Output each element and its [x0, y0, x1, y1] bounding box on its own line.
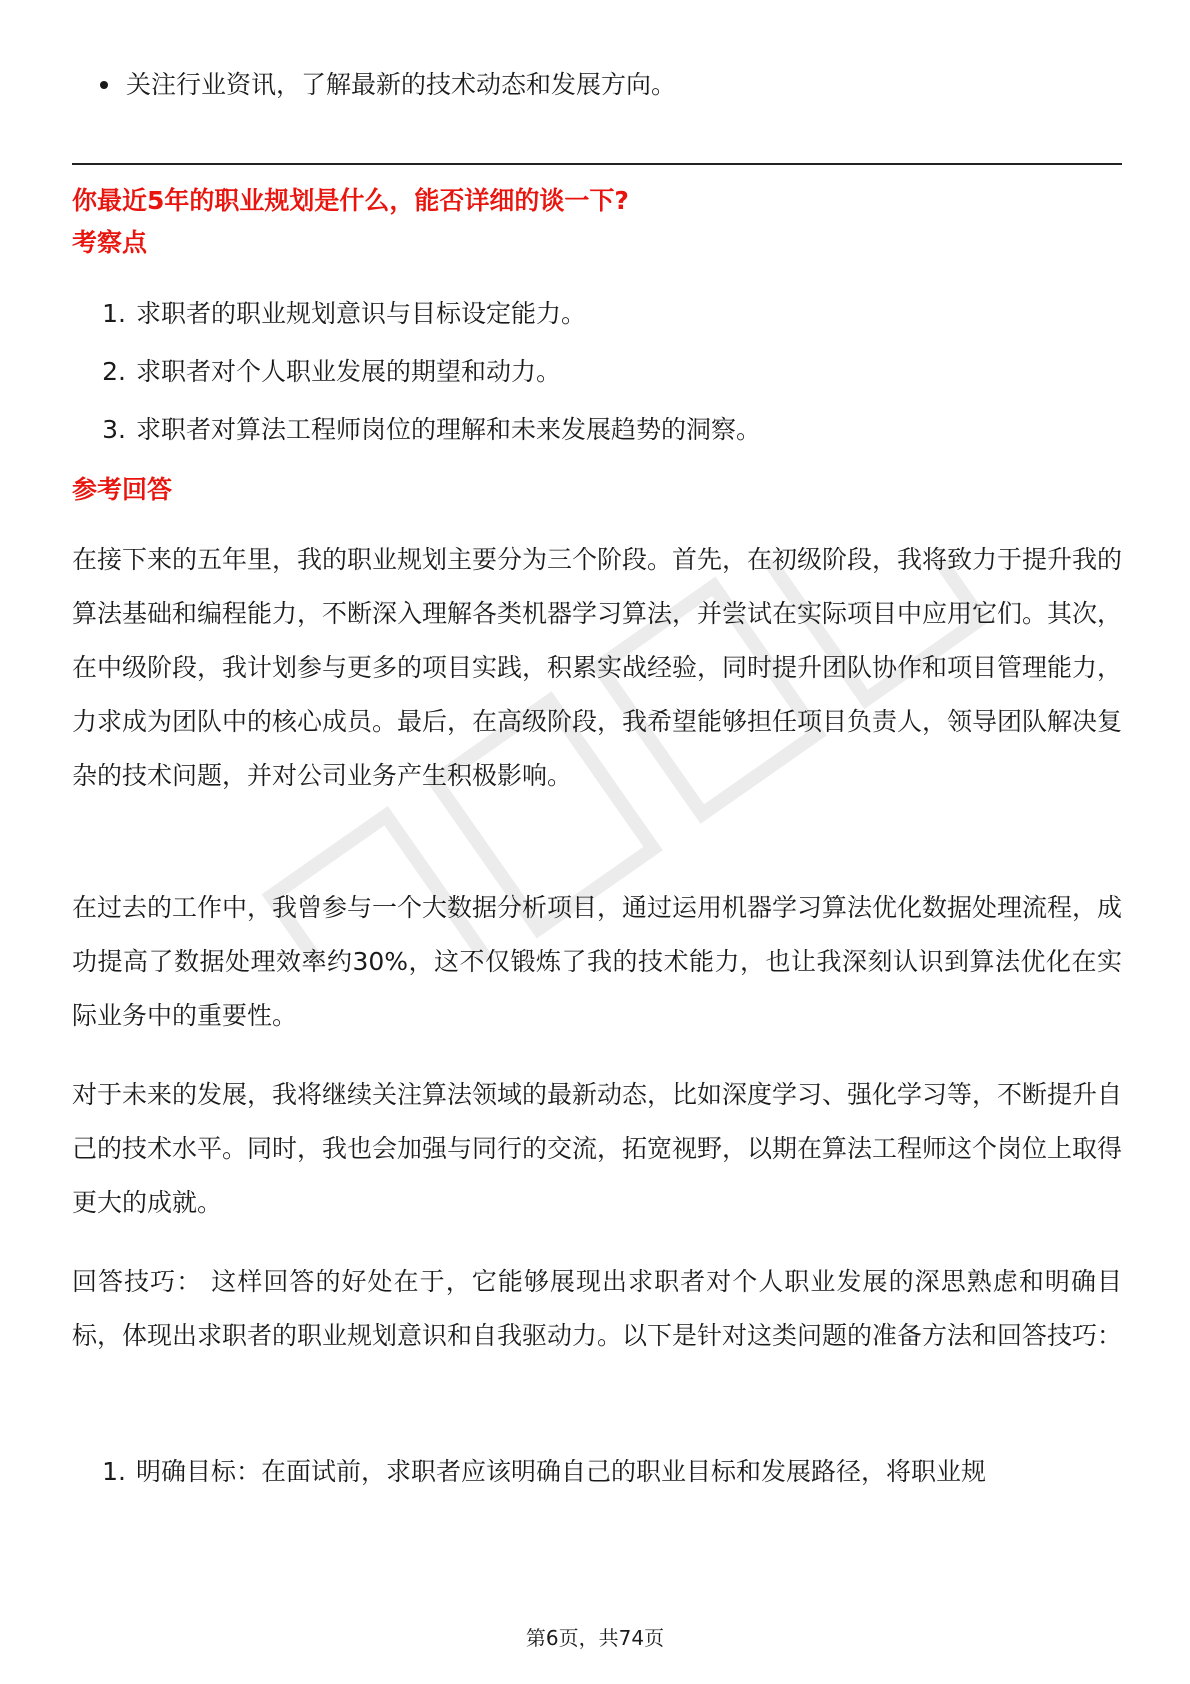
answer-paragraph: 对于未来的发展，我将继续关注算法领域的最新动态，比如深度学习、强化学习等，不断提升自己的技术水平。同时，我也会加强与同行的交流，拓宽视野，以期在算法工程师这个岗位上取得更大的成就。: [72, 1080, 1123, 1217]
answer-heading: 参考回答: [72, 475, 173, 504]
list-text: 求职者对算法工程师岗位的理解和未来发展趋势的洞察。: [136, 415, 762, 444]
tips-list: [72, 1452, 986, 1510]
list-item: [72, 352, 761, 410]
focus-heading: 考察点: [72, 228, 148, 257]
list-number: 1.: [102, 299, 126, 328]
list-number: 3.: [102, 415, 126, 444]
list-number: 1.: [102, 1457, 126, 1486]
list-item: [72, 410, 761, 468]
bullet-dot-icon: [100, 81, 108, 89]
bullet-item: [72, 64, 676, 106]
section-divider: [72, 163, 1122, 165]
list-item: [72, 294, 761, 352]
list-text: 求职者的职业规划意识与目标设定能力。: [136, 299, 587, 328]
answer-paragraph: 在接下来的五年里，我的职业规划主要分为三个阶段。首先，在初级阶段，我将致力于提升我的算法基础和编程能力，不断深入理解各类机器学习算法，并尝试在实际项目中应用它们。其次，在中级阶段，我计划参与更多的项目实践，积累实战经验，同时提升团队协作和项目管理能力，力求成为团队中的核心成员。最后，在高级阶段，我希望能够担任项目负责人，领导团队解决复杂的技术问题，并对公司业务产生积极影响。: [72, 545, 1123, 790]
question-title: 你最近5年的职业规划是什么，能否详细的谈一下?: [72, 186, 629, 215]
list-text: 明确目标：在面试前，求职者应该明确自己的职业目标和发展路径，将职业规: [136, 1457, 987, 1486]
bullet-text: 关注行业资讯，了解最新的技术动态和发展方向。: [126, 70, 677, 99]
list-item: [72, 1452, 986, 1510]
list-text: 求职者对个人职业发展的期望和动力。: [136, 357, 562, 386]
focus-list: [72, 294, 761, 468]
tips-paragraph: 回答技巧： 这样回答的好处在于，它能够展现出求职者对个人职业发展的深思熟虑和明确目标，体现出求职者的职业规划意识和自我驱动力。以下是针对这类问题的准备方法和回答技巧：: [72, 1267, 1123, 1350]
answer-paragraph: 在过去的工作中，我曾参与一个大数据分析项目，通过运用机器学习算法优化数据处理流程，成功提高了数据处理效率约30%，这不仅锻炼了我的技术能力，也让我深刻认识到算法优化在实际业务中的重要性。: [72, 893, 1123, 1030]
page-footer: 第6页，共74页: [525, 1626, 665, 1650]
list-number: 2.: [102, 357, 126, 386]
